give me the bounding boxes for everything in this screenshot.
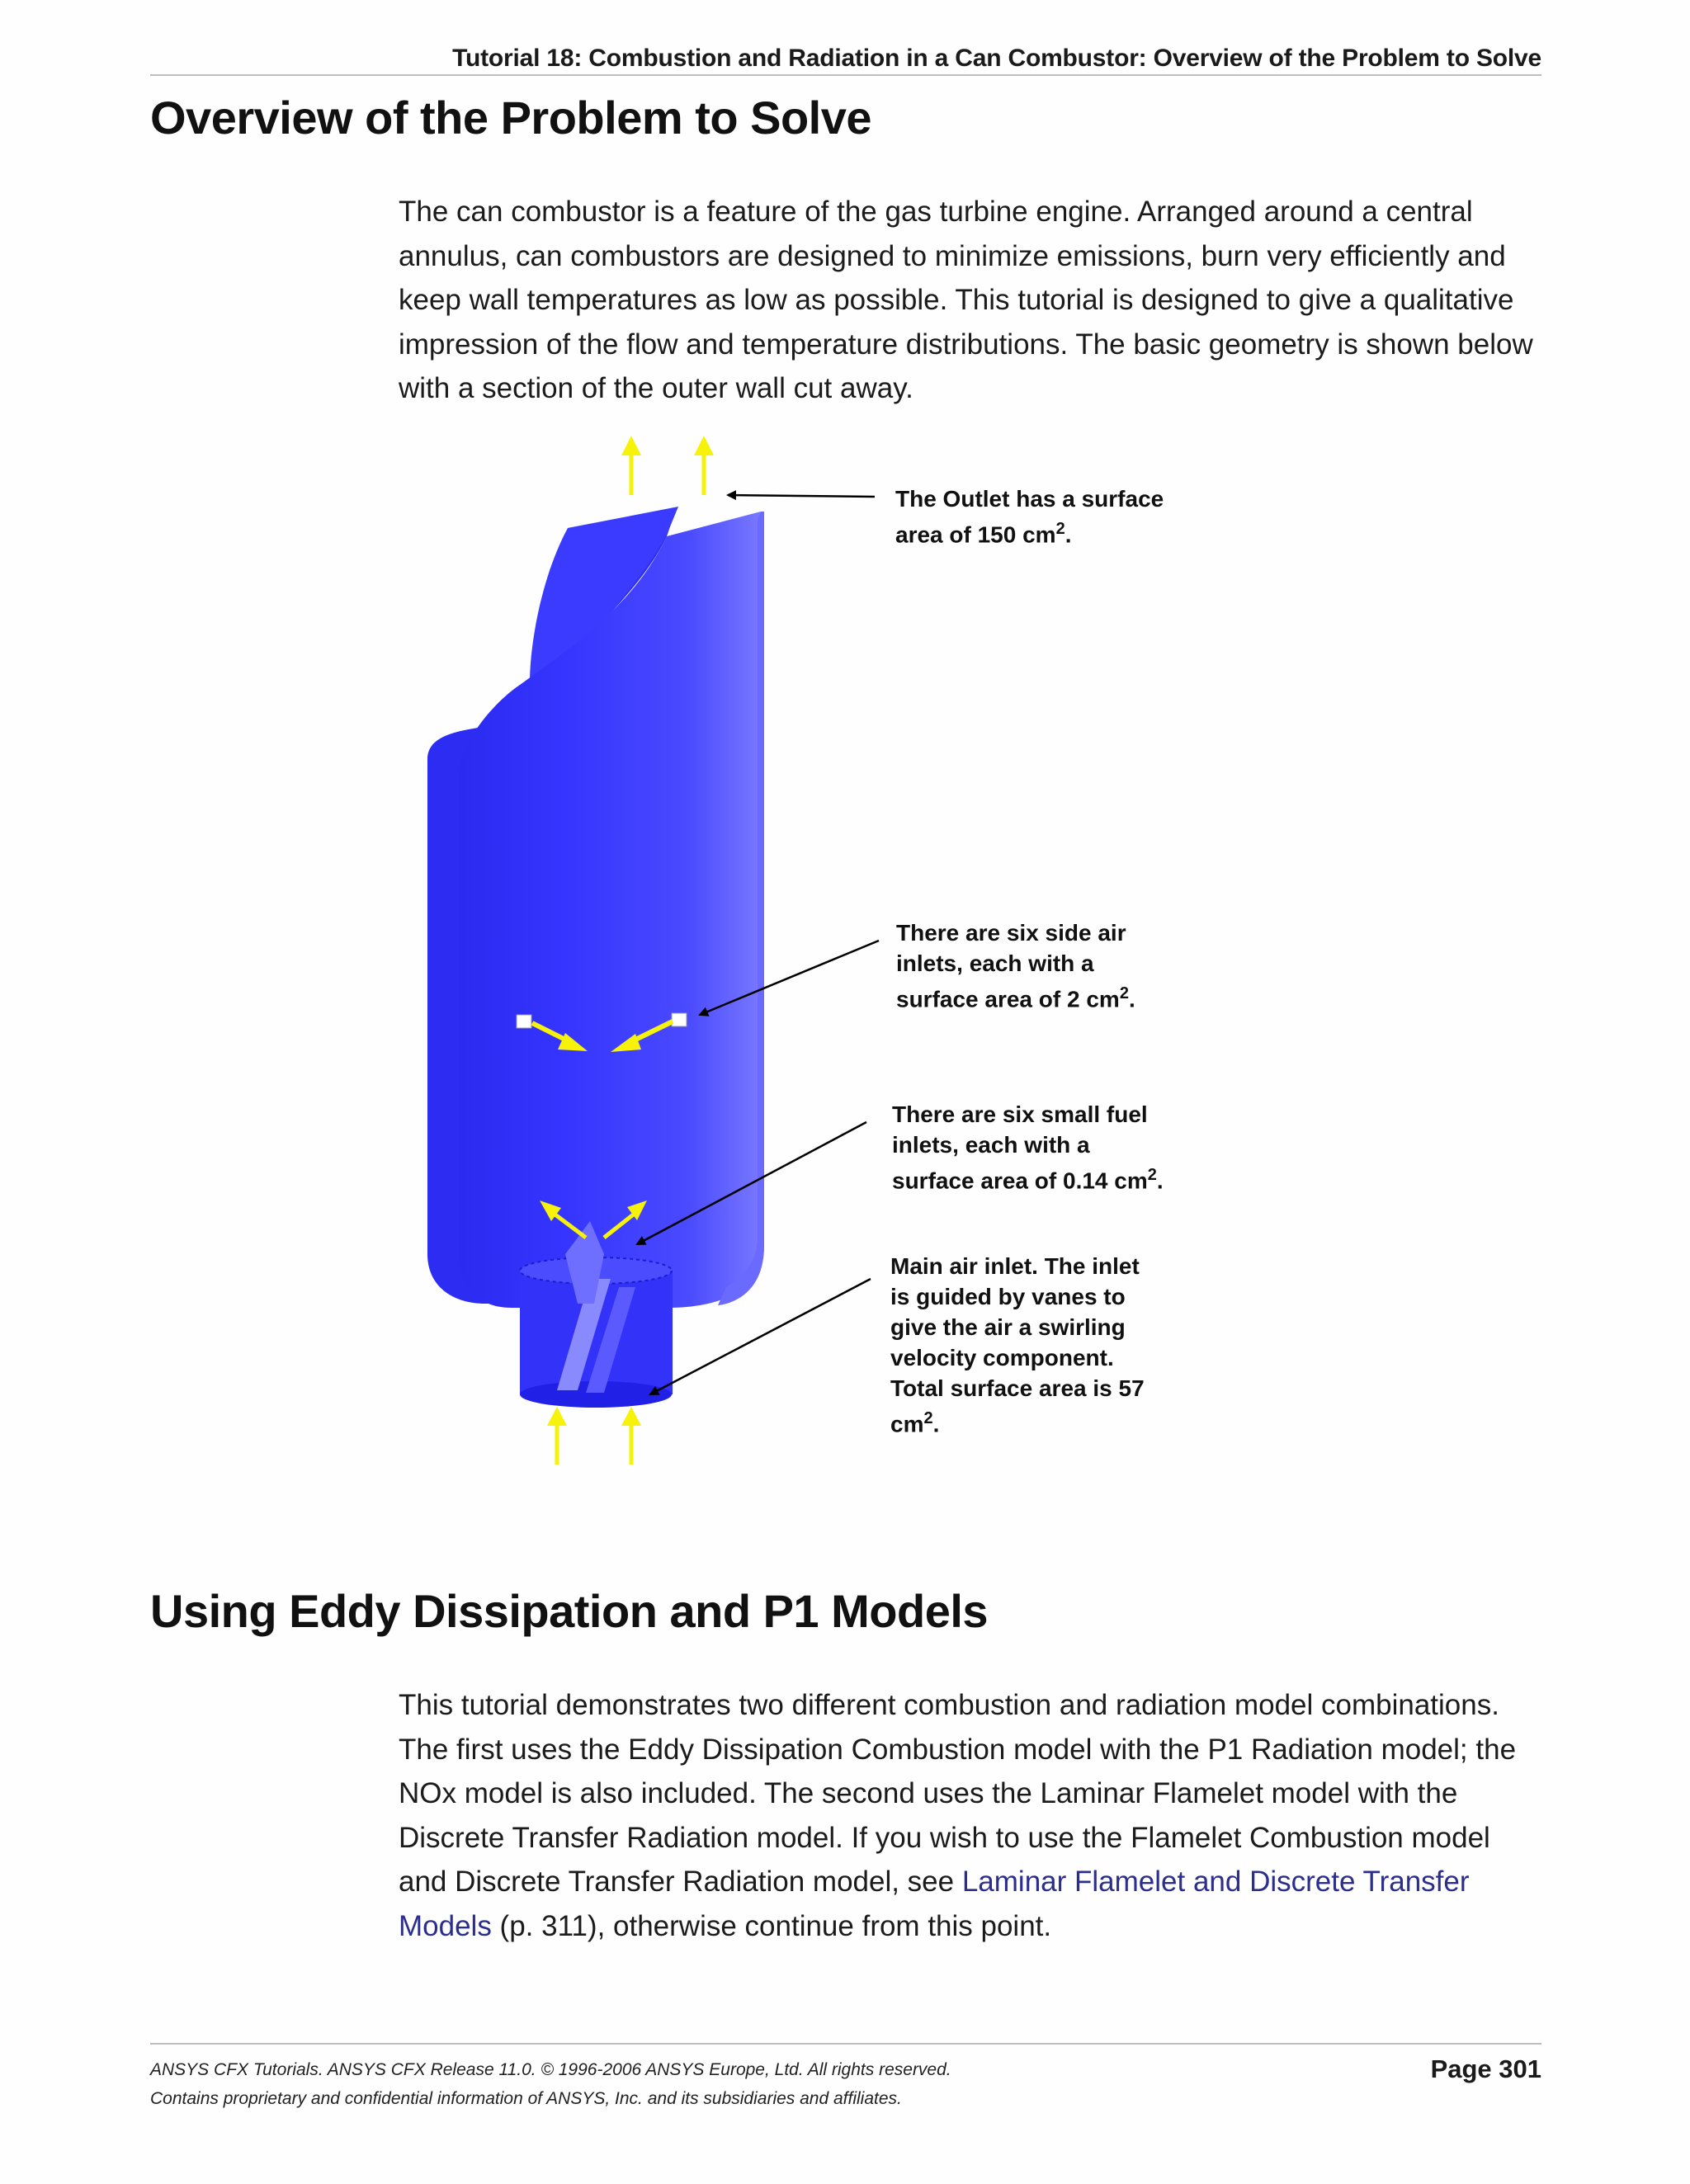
link-laminar-flamelet[interactable]: Laminar Flamelet and Discrete Transfer Models xyxy=(399,1866,1470,1942)
callout-fuel-inlets: There are six small fuel inlets, each with a surface area of 0.14 $cm^2$. xyxy=(892,1101,1164,1194)
side-air-inlet-right xyxy=(672,1013,687,1026)
combustor-inner-body xyxy=(459,512,764,1308)
eddy-dissipation-paragraph: This tutorial demonstrates two different combustion and radiation model combinations. The first uses the Eddy Dissipation Combustion model with the P1 Radiation model; the NOx model is also included. The second uses the Laminar Flamelet model with the Discrete Transfer Radiation model. If you wish to use the Flamelet Combustion model and Discrete Transfer Radiation model, see Laminar Flamelet and Discrete Transfer Models (p. 311), otherwise continue from this point. xyxy=(399,1689,1517,1942)
overview-paragraph: The can combustor is a feature of the gas turbine engine. Arranged around a central annulus, can combustors are designed to minimize emissions, burn very efficiently and keep wall temperatures as low as possible. This tutorial is designed to give a qualitative impression of the flow and temperature distributions. The basic geometry is shown below with a section of the outer wall cut away. xyxy=(399,196,1533,404)
running-header: Tutorial 18: Combustion and Radiation in a Can Combustor: Overview of the Problem to Solve xyxy=(452,45,1541,72)
footer-copyright: ANSYS CFX Tutorials. ANSYS CFX Release 11.0. © 1996-2006 ANSYS Europe, Ltd. All rights reserved. xyxy=(150,2060,951,2079)
page-number: Page 301 xyxy=(1430,2054,1541,2083)
side-air-inlet-left xyxy=(517,1015,531,1028)
callout-outlet: The Outlet has a surface area of 150 $cm^2$. xyxy=(895,486,1164,548)
footer-proprietary-notice: Contains proprietary and confidential information of ANSYS, Inc. and its subsidiaries and affiliates. xyxy=(150,2089,902,2108)
header-divider xyxy=(150,74,1541,76)
footer-divider xyxy=(150,2043,1541,2045)
section-heading-eddy-dissipation: Using Eddy Dissipation and P1 Models xyxy=(150,1585,989,1637)
callout-side-air-inlets: There are six side air inlets, each with a surface area of 2 $cm^2$. xyxy=(896,920,1135,1012)
can-combustor-figure xyxy=(388,429,1213,1477)
callout-main-air-inlet: Main air inlet. The inlet is guided by vanes to give the air a swirling velocity component. Total surface area is 57 $cm^2$. xyxy=(890,1253,1145,1437)
section-heading-overview: Overview of the Problem to Solve xyxy=(150,92,872,144)
